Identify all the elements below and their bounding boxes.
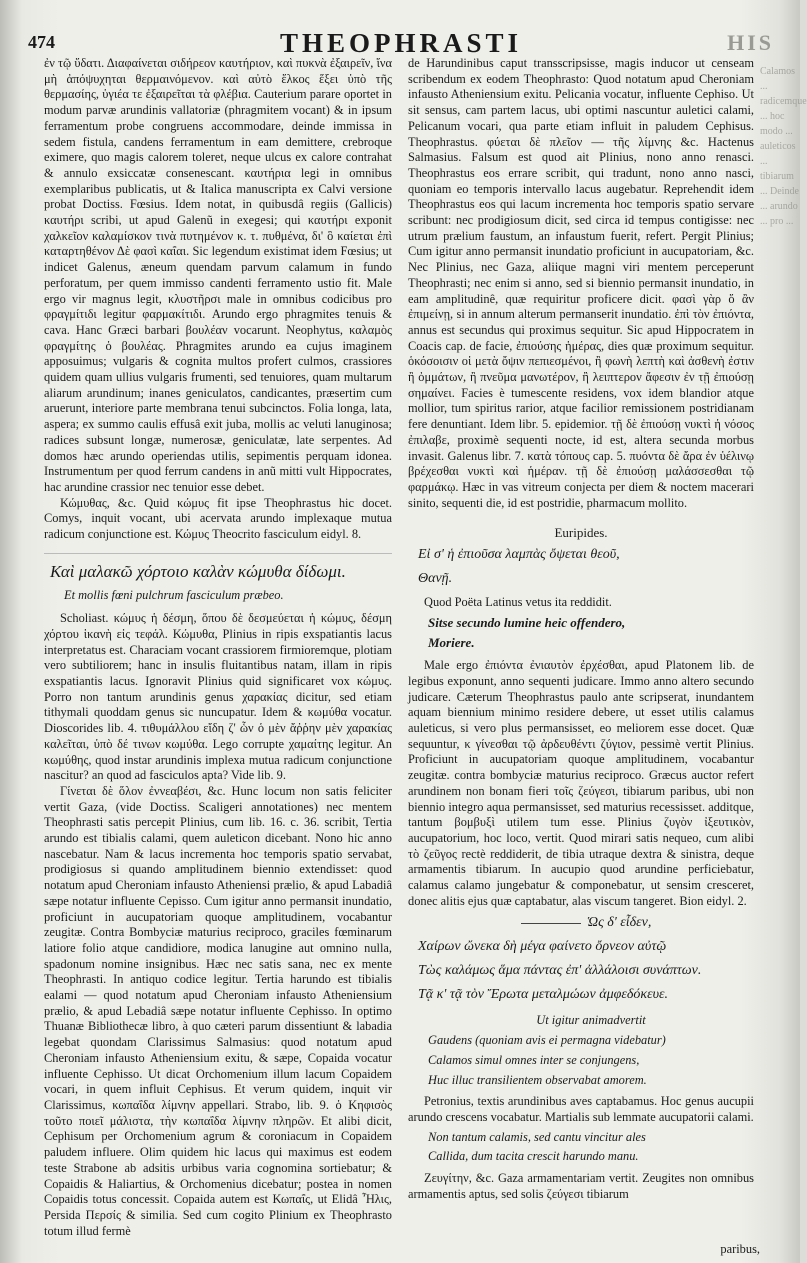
theocritus-latin-verse: Et mollis fœni pulchrum fasciculum præbeo. <box>64 587 284 602</box>
theocritus-greek-verse: Καὶ μαλακῶ χόρτοιο καλὰν κώμυθα δίδωμι. <box>50 561 346 581</box>
martial-line-2: Callida, dum tacita crescit harundo manu. <box>428 1149 639 1164</box>
euripides-line-1: Εἰ σ' ἡ ἐπιοῦσα λαμπὰς ὄψεται θεοῦ, <box>418 547 620 563</box>
paragraph-poeta-latinus: Quod Poëta Latinus vetus ita reddidit. <box>424 595 612 610</box>
paragraph-platonem: Male ergo ἐπιόντα ἐνιαυτὸν ἐρχέσθαι, apud Platonem lib. de legibus exponunt, anno sequenti judicare. Immo anno altero secundo judicare. Cæterum Theophrastus paulo ante scripserat, inundantem aquam biennium minimo residere debere, ut esset utilis calamus auleticus, si vero plus permansisset, eo meliorem esse docet. Quæ sequuntur, κ γίνεσθαι τῷ ἀρδευθέντι ζύγιον, pessimè vertit Plinius. Proficiunt in aucupatoriam quoque amplitudinem, vocabantur zeugitæ. contra bombyciæ maturius reciproco. Græcus auctor refert arundinem non bonam fieri τοῖς ζεύγεσι, tibiarum paribus, ubi non biennio integro aqua permansisset, sed maturius recessisset. additque, tantum βομβυξὶ utilem tum esse. Plinius ζυγὸν ἰξευτικὸν, aucupatorium, hoc loco, vertit. Quod mirari satis nequeo, cum alibi τὸ ζεῦγος rectè reddiderit, de tibia utraque dextra & sinistra, deque armamentis tibiarum. In aucupio quod arundine perficiebatur, calamus calamo jungebatur & componebatur, ut sensim cresceret, donec alitis ejus quæ captabatur, alas viscum tangeret. Bion eidyl. 2. <box>408 658 754 908</box>
bion-intro <box>418 913 754 933</box>
paragraph-petronius: Petronius, textis arundinibus aves captabamus. Hoc genus aucupii arundo crescens vocabatur. Martialis sub lemmate aucupatorii calami. <box>408 1094 754 1124</box>
paragraph-salmasius: de Harundinibus caput transscripsisse, magis inducor ut censeam scribendum ex eodem Theophrasto: Quod notatum apud Cheroniam infausto Atheniensium exitu. Pelicania vocatur, influente Cephiso. Ut sit sensus, cam partem lacus, ubi optimi nascuntur auletici calami, Pelicanum vocari, qua parte etiam influit in paludem Cephisus. Theophrastus. φύεται δὲ πλεῖον — τῆς λίμνης &c. Hactenus Salmasius. Falsum est quod ait Plinius, nono anno renasci. Theophrastus eos errare scribit, qui tradunt, nono anno nasci, quoniam eo temporis intervallo lacus augebatur. Reprehendit idem Theophrastus eos qui lacum incrementa hoc temporis spatio servare scribunt: nec prodigiosum dicit, sed circa id tempus contigisse: nec utrum prælium faustum, an infaustum fuerit, refert. Pergit Plinius; Cum igitur anno permansit inundatio proficiunt in aucupatoriam, &c. Nec Plinius, nec Gaza, aliique magni viri mentem perceperunt Theophrasti; nec enim si anno, sed si biennio permansit inundatio, in eam amplitudinê, quæ requiritur proficere dicit. φασὶ γὰρ ὅ ἂν ἐπιμείνῃ, si in annum alterum permanserit inundatio. ἐπὶ τὸν ἐπιόντα, annus est secundus qui proximus sequitur. Sic apud Hippocratem in Coacis cap. de facie, ἐπιούσης ἡμέρας, dies quæ proximum sequitur. ὁκόσοισιν οἱ μετὰ ὄψιν πεπιεσμένοι, ἢ φωνὴ λεπτὴ καὶ ἀσθενὴ ἐστιν ἢ ὀμμάτων, ἢ πνεῦμα μανωτέρον, ἢ λειπτερον ἄφεσιν ἐν τῇ ἐπιούσῃ σημαίνει. Facies è tumescente residens, vox idem blandior atque mollior, tum spiritus rarior, atque facilior remissionem postridianam fere denuntiant. Idem libr. 5. epidemior. τῇ δὲ ἐπιούσῃ νυκτὶ ἡ νόσος ἐπιλαβε, proximè sequenti nocte, id est, altera secunda morbus invasit. Galenus libr. 7. κατὰ τόπους cap. 5. πυόντα δὲ ἄρα ἐν ὑέλινῳ βρέχεσθαι νυκτὶ καὶ ἡμέραν. τῇ δὲ ἐπιούσῃ μαλάσσεσθαι τῷ φαρμάκῳ. Hæc in vas vitreum conjecta per diem & noctem macerari sinito, sequenti die, id est postridie, pharmacum mollito. <box>408 56 754 510</box>
latin-translation-4: Huc illuc transilientem observabat amorem. <box>428 1072 647 1087</box>
martial-line-1: Non tantum calamis, sed cantu vincitur ales <box>428 1129 646 1144</box>
paragraph-zeugites: Ζευγίτην, &c. Gaza armamentariam vertit. Zeugites non omnibus armamentis aptus, sed solis ζεύγεσι tibiarum <box>408 1171 754 1201</box>
latin-translation-3: Calamos simul omnes inter se conjungens, <box>428 1052 640 1067</box>
dash-rule <box>521 923 581 924</box>
bion-intro-text: Ὡς δ' εἶδεν, <box>586 915 652 931</box>
latin-verse-2: Moriere. <box>428 634 475 650</box>
page-header <box>28 30 774 58</box>
right-column <box>408 56 754 1251</box>
catchword: paribus, <box>720 1242 760 1256</box>
bleed-through-text: HIS <box>727 30 774 55</box>
page-number: 474 <box>28 32 55 52</box>
paragraph-cautery: ἐν τῷ ὕδατι. Διαφαίνεται σιδήρεον καυτήριον, καὶ πυκνὰ ἐξαιρεῖν, ἵνα μὴ ἀπόψυχηται θερμαινόμενον. καὶ αὐτὸ ἕλκος ἕξει ὑπὸ τῆς θερμασίης, ὑγιέα τε ἐξαιρεῖται τὰ φλέβια. Cauterium parare oportet in modum parvæ arundinis vallatoriæ (phragmitem vocant) & in ipsum ferramentum probe congruens accommodare, deinde immissa in sedem fistula, candens ferramentum in eam demittere, crebroque eximere, quo magis calorem toleret, neque ulcus ex calore contrahat & annulo exsiccatæ consenescant. καυτήρια legi in omnibus exemplaribus publicatis, ut & Italica manuscripta ex Calvi versione probat Doctiss. Fœsius. Idem notat, in quibusdâ regiis (Gallicis) καυτήρι scribi, ut apud Galenũ in exegesi; qui καυτήρι exponit χαλκεῖον καλαμίσκον τινὰ πυτημένον κ. τ. πυθμένα, δι' ὃ καίεται ἐπὶ καταρτηθένον Δὲ φασὶ καΐαι. Sic legendum existimat idem Fœsius; ut indicet Galenus, æneum quendam parvum calamum in fundo perforatum, per quem immisso candenti ferramento ustio fit. Male ergo vir magnus legit, κλυστῆρσι male in omnibus codicibus pro φραγμίτιδι legitur φαρμακίτιδι. Arundo ergo phragmites tenuis & cava. Hanc Græci barbari βουλέαν vocarunt. Neophytus, καλαμὸς φραγμίτης ὁ βουλέας. Phragmites arundo ea cujus imaginem apposuimus; vulgaris & cognita multos profert culmos, crassiores quidem quam ullius vulgaris frumenti, sed tenuiores, quam multarum aliarum arundinum; inanes geniculatos, candicantes, præsertim cum aruerunt, interiore parte membrana tenui subcinctos. Folia longa, lata, aspera; ex summo caulis effusâ exit juba, mollis ac veluti lanuginosa; radices subsunt longæ, numerosæ, geniculatæ, late serpentes. Ad domos hæc arundo operiendas utilis, sepimentis perquam idonea. Instrumentum per quod ferrum candens in anũ mitti vult Hippocrates, hac arundine crassior nec tenuior esse debet. <box>44 56 392 494</box>
euripides-line-2: Θανῇ. <box>418 571 453 587</box>
left-column <box>44 56 392 1251</box>
bion-line-3: Τᾷ κ' τᾷ τὸν Ἔρωτα μεταλμώων ἀμφεδόκευε. <box>418 987 669 1003</box>
running-title: THEOPHRASTI <box>279 28 523 58</box>
paragraph-scholiast: Scholiast. κώμυς ἡ δέσμη, ὅπου δὲ δεσμεύεται ἡ κώμυς, δέσμη χόρτου ἱκανὴ εἰς τεφάλ. Κώμυθα, Plinius in ripis exspatiantis lacus interpretatus est. Characiam vocant crassiorem firmioremque, plotiam vero subtiliorem; hanc in insulis fluitantibus natam, illam in ripis exspatiantis lacus. Ignoravit Plinius quid significaret vox κώμυς. Porro non tantum arundinis genus χαρακίας dicitur, sed etiam tithymali quoddam genus sic nuncupatur. Idem & κωμύθα vocatur. Dioscorides lib. 4. τιθυμάλλου εἴδη ζ' ὧν ὁ μὲν ἄῤῥην μὲν χαρακίας καλεῖται, ὑπὸ δέ τινων κωμύθα. Lego corrupte χαμαίτης legitur. An κωμύθης, quod instar arundinis implexa mutua radicum conjunctione nascitur? an quod ad fasciculos apta? Vide lib. 9. <box>44 611 392 783</box>
latin-translation-1: Ut igitur animadvertit <box>536 1013 646 1028</box>
paragraph-gaza: Γίνεται δὲ ὅλον ἐννεαβέσι, &c. Hunc locum non satis feliciter vertit Gaza, (vide Doctiss. Scaligeri annotationes) nec mentem Theophrasti satis percepit Plinius, cum lib. 16. c. 36. scribit, Tertia arundo est tibialis calami, quem auleticon dicebant. Nono hic anno nascebatur. Nam & lacus incrementa hoc temporis spatio servabat, prodigiosus si quando amplitudinem biennio extendisset: quod notatum apud Cheroniam infausto Atheniensi prælio, & apud Labadiâ sæpe notatur influente Cepisso. Cum igitur anno permansit inundatio, proficiunt in aucupatoriam quoque amplitudinem, vocabantur zeugitæ. Contra Bombyciæ maturius reciproco, graciles fœminarum latiore folio atque candidiore, modica lanugine aut omnino nulla, spadonum nomine insignibus. Hæc nec satis sana, nec ex mente Theophrasti. In antiquo codice legitur. Tertia harundo est tibialis ealami — quod notatum apud Cheroniam infausto Atheniensium prælio, & apud Lebadiâ sæpe notatur influente Cephisso. In optimo Thuanæ Bibliothecæ libro, à quo cæteri parum dissentiunt & labadia legebat quondam Clarissimus Salmasius: quod notatum apud Cheroniam infausto Atheniensium exitu, & sæpe, Copaida vocatur influente Cephisso. Ut dicat Orchomenium illum lacum Copaidem vocari, in quem influit Cephisus. Et verum quidem, inquit vir Clarissimus, κωπαΐδα λίμνην appellari. Strabo, lib. 9. ὁ Κηφισὸς τοῦτο ποιεῖ μάλιστα, τὴν κωπαΐδα λίμνην πληρῶν. Et alibi dicit, Cephisum per Orchomenium agrum & coroniacum in Copaidem paludem influere. Olim quidem hic lacus qui maximus est eodem teste Strabone ab adsitis urbibus varia cognomina sortiebatur; & Copaidis & Haliartius, & Orchomenius dicebatur; postea in nomen Copaidis totus concessit. Copaida autem est Κωπαΐς, ut Elidâ Ἦλις, Persida Περσίς & similia. Sed cum cogito Plinium ex Theophrasto totum illud fermè <box>44 783 392 1238</box>
latin-verse-1: Sitse secundo lumine heic offendero, <box>428 614 626 630</box>
latin-translation-2: Gaudens (quoniam avis ei permagna videbatur) <box>428 1033 666 1048</box>
facing-page-edge-text: Calamos ... radicemque ... hoc modo ... auleticos ... tibiarum ... Deinde ... arundo ... pro ... <box>760 66 807 227</box>
divider <box>44 553 392 554</box>
bion-line-1: Χαίρων ὤνεκα δὴ μέγα φαίνετο ὄρνεον αὐτῷ <box>418 939 667 955</box>
paragraph-komythas: Κώμυθας, &c. Quid κώμυς fit ipse Theophrastus hic docet. Comys, inquit vocant, ubi acervata arundo implexaque mutua radicum conjunctione est. Κώμυς Theocrito fasciculum eidyl. 8. <box>44 495 392 542</box>
euripides-label: Euripides. <box>554 525 608 541</box>
bion-line-2: Τὼς καλάμως ἅμα πάντας ἐπ' ἀλλάλοισι συνάπτων. <box>418 963 702 979</box>
